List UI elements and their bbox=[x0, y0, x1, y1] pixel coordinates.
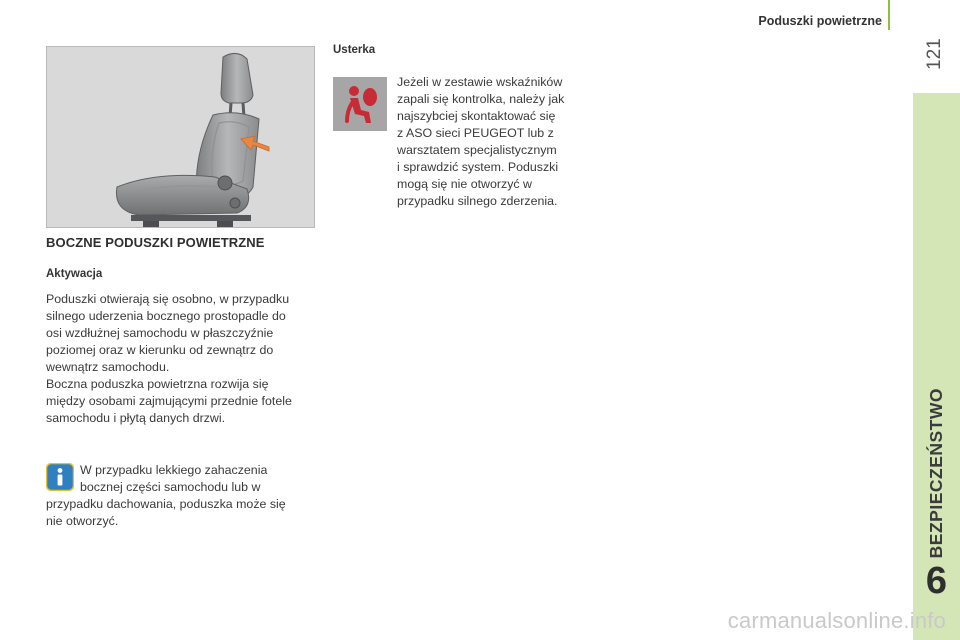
paragraph-line: samochodu i płytą danych drzwi. bbox=[46, 411, 226, 425]
fault-line: warsztatem specjalistycznym bbox=[397, 143, 557, 157]
chapter-number: 6 bbox=[925, 560, 948, 602]
header-rule bbox=[888, 0, 890, 30]
paragraph-line: między osobami zajmującymi przednie fotele bbox=[46, 394, 292, 408]
fault-line: Jeżeli w zestawie wskaźników bbox=[397, 75, 563, 89]
fault-line: zapali się kontrolka, należy jak bbox=[397, 92, 565, 106]
fault-line: i sprawdzić system. Poduszki bbox=[397, 160, 559, 174]
watermark: carmanualsonline.info bbox=[727, 608, 946, 633]
page-number: 121 bbox=[924, 38, 945, 70]
info-line: nie otworzyć. bbox=[46, 514, 119, 528]
info-note bbox=[46, 462, 321, 530]
fault-line: mogą się nie otworzyć w bbox=[397, 177, 532, 191]
chapter-title-wrap bbox=[913, 93, 960, 558]
section-title: BOCZNE PODUSZKI POWIETRZNE bbox=[46, 235, 265, 250]
seat-illustration bbox=[46, 46, 315, 228]
paragraph-line: osi wzdłużnej samochodu w płaszczyźnie bbox=[46, 326, 274, 340]
info-line: bocznej części samochodu lub w bbox=[80, 480, 261, 494]
airbag-warning-glyph bbox=[333, 77, 387, 131]
paragraph-line: Boczna poduszka powietrzna rozwija się bbox=[46, 377, 269, 391]
airbag-warning-icon bbox=[333, 77, 387, 131]
fault-title: Usterka bbox=[333, 44, 376, 56]
seat-drawing bbox=[47, 47, 315, 228]
fault-paragraph bbox=[397, 74, 597, 210]
info-line: W przypadku lekkiego zahaczenia bbox=[80, 463, 268, 477]
chapter-title: BEZPIECZEŃSTWO bbox=[926, 387, 946, 558]
info-line: przypadku dachowania, poduszka może się bbox=[46, 497, 286, 511]
info-icon bbox=[46, 463, 74, 491]
fault-line: z ASO sieci PEUGEOT lub z bbox=[397, 126, 554, 140]
paragraph-line: poziomej oraz w kierunku od zewnątrz do bbox=[46, 343, 274, 357]
fault-line: najszybciej skontaktować się bbox=[397, 109, 556, 123]
paragraph-line: Poduszki otwierają się osobno, w przypadku bbox=[46, 292, 290, 306]
section-subtitle: Aktywacja bbox=[46, 268, 103, 280]
paragraph-line: wewnątrz samochodu. bbox=[46, 360, 170, 374]
fault-line: przypadku silnego zderzenia. bbox=[397, 194, 558, 208]
activation-paragraph bbox=[46, 291, 326, 427]
paragraph-line: silnego uderzenia bocznego prostopadle do bbox=[46, 309, 286, 323]
running-title: Poduszki powietrzne bbox=[758, 14, 882, 28]
